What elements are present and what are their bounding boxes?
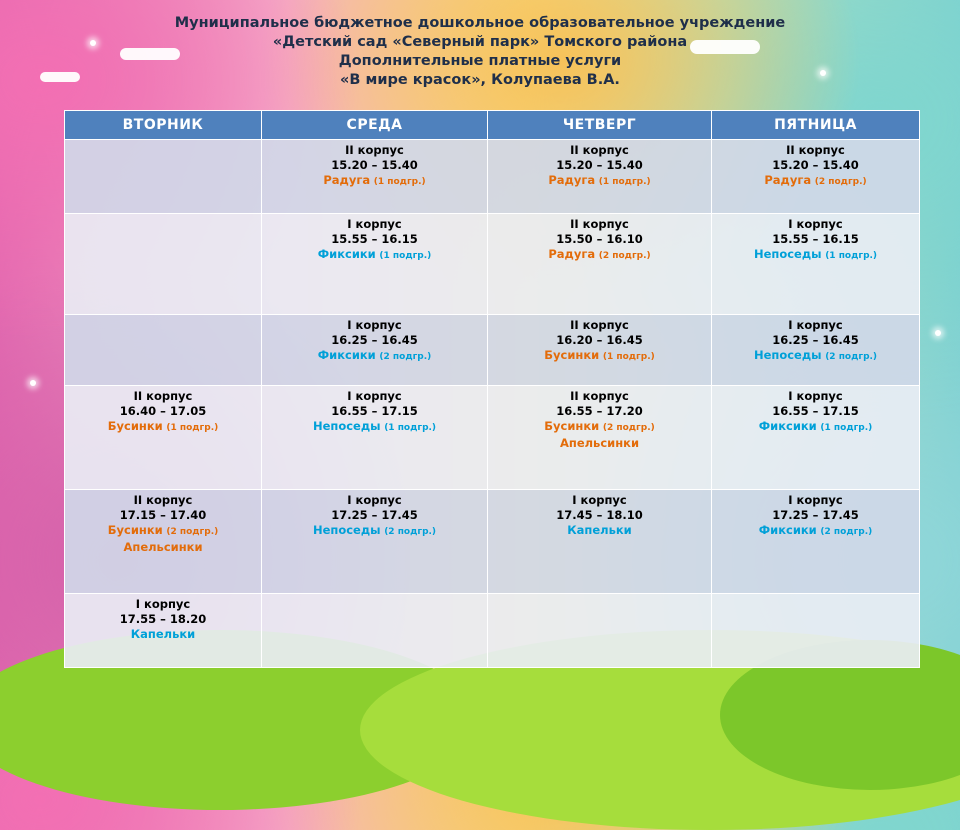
group-name: Бусинки [544, 419, 600, 433]
time-range: 15.55 – 16.15 [331, 232, 418, 246]
building-label: I корпус [788, 318, 843, 332]
title-line: «В мире красок», Колупаева В.А. [340, 72, 620, 88]
building-label: I корпус [347, 493, 402, 507]
schedule-cell [488, 594, 712, 668]
group-line [714, 348, 917, 365]
group-name: Бусинки [544, 348, 600, 362]
time-range: 16.55 – 17.20 [556, 404, 643, 418]
title-line: Дополнительные платные услуги [338, 53, 622, 69]
building-label: I корпус [788, 493, 843, 507]
table-row [65, 490, 920, 594]
schedule-cell [262, 386, 488, 490]
group-line [264, 523, 485, 540]
group-line [67, 419, 259, 436]
time-range: 16.40 – 17.05 [119, 404, 207, 418]
schedule-cell [65, 386, 262, 490]
subgroup-label: (1 подгр.) [373, 177, 426, 187]
group-name: Фиксики [317, 348, 376, 362]
schedule-cell [65, 214, 262, 315]
subgroup-label: (1 подгр.) [602, 352, 655, 362]
schedule-cell [65, 140, 262, 214]
building-label: II корпус [570, 318, 629, 332]
group-name: Капельки [567, 523, 632, 537]
subgroup-label: (2 подгр.) [379, 352, 432, 362]
time-range: 16.25 – 16.45 [772, 333, 859, 347]
building-label: II корпус [345, 143, 404, 157]
group-line [490, 523, 709, 538]
title-line: Муниципальное бюджетное дошкольное образовательное учреждение [174, 15, 786, 31]
subgroup-label: (1 подгр.) [598, 177, 651, 187]
group-line [67, 627, 259, 642]
group-line [67, 523, 259, 540]
group-name: Фиксики [758, 523, 817, 537]
building-label: II корпус [570, 217, 629, 231]
schedule-cell [262, 594, 488, 668]
group-name: Радуга [548, 247, 596, 261]
group-line [264, 419, 485, 436]
column-header-tuesday: ВТОРНИК [65, 111, 262, 140]
sparkle-decoration [30, 380, 36, 386]
schedule-cell [488, 386, 712, 490]
table-row [65, 386, 920, 490]
time-range: 16.55 – 17.15 [772, 404, 859, 418]
page-title [0, 14, 960, 90]
column-header-thursday: ЧЕТВЕРГ [488, 111, 712, 140]
subgroup-label: (2 подгр.) [602, 423, 655, 433]
schedule-table [64, 110, 920, 668]
group-line [264, 348, 485, 365]
time-range: 16.55 – 17.15 [331, 404, 418, 418]
building-label: I корпус [788, 389, 843, 403]
time-range: 17.45 – 18.10 [556, 508, 643, 522]
group-name: Капельки [130, 627, 196, 641]
group-line [264, 247, 485, 264]
group-line [714, 247, 917, 264]
schedule-cell [488, 214, 712, 315]
group-line [714, 419, 917, 436]
time-range: 17.55 – 18.20 [119, 612, 207, 626]
group-line [714, 173, 917, 190]
subgroup-label: (1 подгр.) [379, 251, 432, 261]
schedule-cell [262, 214, 488, 315]
schedule-cell [712, 594, 920, 668]
group-name: Бусинки [107, 419, 163, 433]
subgroup-label: (2 подгр.) [820, 527, 873, 537]
schedule-cell [488, 140, 712, 214]
subgroup-label: (1 подгр.) [384, 423, 437, 433]
title-line: «Детский сад «Северный парк» Томского района [272, 34, 688, 50]
group-line [490, 348, 709, 365]
subgroup-label: (2 подгр.) [598, 251, 651, 261]
schedule-cell [65, 594, 262, 668]
group-name: Непоседы [312, 419, 381, 433]
time-range: 16.20 – 16.45 [556, 333, 643, 347]
group-name: Непоседы [753, 247, 822, 261]
schedule-cell [65, 315, 262, 386]
building-label: I корпус [347, 389, 402, 403]
schedule-cell [65, 490, 262, 594]
building-label: I корпус [135, 597, 191, 611]
building-label: II корпус [133, 493, 193, 507]
group-line [490, 419, 709, 436]
table-row [65, 214, 920, 315]
group-name: Фиксики [758, 419, 817, 433]
group-name: Радуга [323, 173, 371, 187]
table-row [65, 594, 920, 668]
schedule-cell [262, 315, 488, 386]
extra-group-name: Апельсинки [559, 436, 640, 450]
building-label: I корпус [347, 217, 402, 231]
building-label: I корпус [347, 318, 402, 332]
schedule-cell [712, 214, 920, 315]
building-label: I корпус [788, 217, 843, 231]
subgroup-label: (2 подгр.) [825, 352, 878, 362]
group-line [264, 173, 485, 190]
group-line [490, 247, 709, 264]
time-range: 15.20 – 15.40 [331, 158, 418, 172]
subgroup-label: (2 подгр.) [384, 527, 437, 537]
schedule-cell [488, 315, 712, 386]
building-label: II корпус [786, 143, 845, 157]
schedule-cell [712, 490, 920, 594]
subgroup-label: (1 подгр.) [166, 423, 219, 433]
subgroup-label: (2 подгр.) [166, 527, 219, 537]
schedule-cell [712, 140, 920, 214]
group-name: Фиксики [317, 247, 376, 261]
group-name: Непоседы [753, 348, 822, 362]
schedule-cell [262, 140, 488, 214]
building-label: I корпус [572, 493, 627, 507]
schedule-cell [488, 490, 712, 594]
column-header-wednesday: СРЕДА [262, 111, 488, 140]
group-name: Непоседы [312, 523, 381, 537]
schedule-cell [262, 490, 488, 594]
group-name: Радуга [764, 173, 812, 187]
subgroup-label: (1 подгр.) [825, 251, 878, 261]
time-range: 16.25 – 16.45 [331, 333, 418, 347]
time-range: 17.25 – 17.45 [331, 508, 418, 522]
column-header-friday: ПЯТНИЦА [712, 111, 920, 140]
group-name: Бусинки [107, 523, 163, 537]
time-range: 15.50 – 16.10 [556, 232, 643, 246]
sparkle-decoration [935, 330, 941, 336]
time-range: 15.20 – 15.40 [556, 158, 643, 172]
schedule-cell [712, 386, 920, 490]
subgroup-label: (2 подгр.) [814, 177, 867, 187]
group-line [714, 523, 917, 540]
group-line [490, 173, 709, 190]
time-range: 15.20 – 15.40 [772, 158, 859, 172]
building-label: II корпус [133, 389, 193, 403]
time-range: 15.55 – 16.15 [772, 232, 859, 246]
group-name: Радуга [548, 173, 596, 187]
header-row [65, 111, 920, 140]
table-row [65, 140, 920, 214]
time-range: 17.25 – 17.45 [772, 508, 859, 522]
schedule-body [65, 140, 920, 668]
extra-group-name: Апельсинки [123, 540, 203, 554]
schedule-cell [712, 315, 920, 386]
building-label: II корпус [570, 389, 629, 403]
time-range: 17.15 – 17.40 [119, 508, 207, 522]
table-row [65, 315, 920, 386]
subgroup-label: (1 подгр.) [820, 423, 873, 433]
building-label: II корпус [570, 143, 629, 157]
